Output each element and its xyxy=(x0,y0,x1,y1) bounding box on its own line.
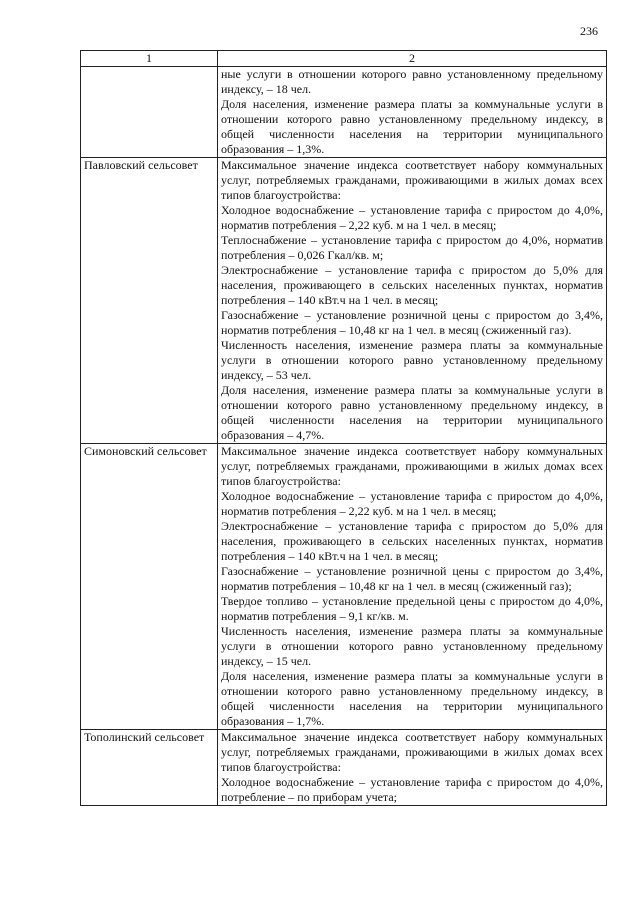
description-cell xyxy=(218,158,607,444)
paragraph: Численность населения, изменение размера платы за коммунальные услуги в отношении которого равно установленному предельному индексу, – 15 чел. xyxy=(221,624,603,668)
paragraph: Электроснабжение – установление тарифа с приростом до 5,0% для населения, проживающего в сельских населенных пунктах, норматив потребления – 140 кВт.ч на 1 чел. в месяц; xyxy=(221,519,603,563)
region-cell xyxy=(81,67,218,158)
column-header-1: 1 xyxy=(81,51,218,67)
table-header-row xyxy=(81,51,607,67)
table-row xyxy=(81,158,607,444)
paragraph: Холодное водоснабжение – установление тарифа с приростом до 4,0%, потребление – по приборам учета; xyxy=(221,775,603,804)
paragraph: Доля населения, изменение размера платы за коммунальные услуги в отношении которого равно установленному предельному индексу, в общей численности населения на территории муниципального образования – 1,3%. xyxy=(221,97,603,156)
paragraph: Газоснабжение – установление розничной цены с приростом до 3,4%, норматив потребления – 10,48 кг на 1 чел. в месяц (сжиженный газ); xyxy=(221,564,603,593)
table-row xyxy=(81,730,607,806)
tariff-table xyxy=(80,50,607,806)
paragraph: Максимальное значение индекса соответствует набору коммунальных услуг, потребляемых гражданами, проживающими в жилых домах всех типов благоустройства: xyxy=(221,730,603,774)
paragraph: Твердое топливо – установление предельной цены с приростом до 4,0%, норматив потребления – 9,1 кг/кв. м. xyxy=(221,594,603,623)
description-cell xyxy=(218,444,607,730)
paragraph: ные услуги в отношении которого равно установленному предельному индексу, – 18 чел. xyxy=(221,67,603,96)
region-cell: Тополинский сельсовет xyxy=(81,730,218,806)
description-cell xyxy=(218,67,607,158)
paragraph: Холодное водоснабжение – установление тарифа с приростом до 4,0%, норматив потребления – 2,22 куб. м на 1 чел. в месяц; xyxy=(221,203,603,232)
description-cell xyxy=(218,730,607,806)
paragraph: Доля населения, изменение размера платы за коммунальные услуги в отношении которого равно установленному предельному индексу, в общей численности населения на территории муниципального образования – 4,7%. xyxy=(221,383,603,442)
paragraph: Максимальное значение индекса соответствует набору коммунальных услуг, потребляемых гражданами, проживающими в жилых домах всех типов благоустройства: xyxy=(221,444,603,488)
region-cell: Симоновский сельсовет xyxy=(81,444,218,730)
paragraph: Теплоснабжение – установление тарифа с приростом до 4,0%, норматив потребления – 0,026 Гкал/кв. м; xyxy=(221,233,603,262)
paragraph: Численность населения, изменение размера платы за коммунальные услуги в отношении которого равно установленному предельному индексу, – 53 чел. xyxy=(221,338,603,382)
paragraph: Электроснабжение – установление тарифа с приростом до 5,0% для населения, проживающего в сельских населенных пунктах, норматив потребления – 140 кВт.ч на 1 чел. в месяц; xyxy=(221,263,603,307)
region-cell: Павловский сельсовет xyxy=(81,158,218,444)
column-header-2: 2 xyxy=(218,51,607,67)
table-row xyxy=(81,67,607,158)
paragraph: Холодное водоснабжение – установление тарифа с приростом до 4,0%, норматив потребления – 2,22 куб. м на 1 чел. в месяц; xyxy=(221,489,603,518)
paragraph: Газоснабжение – установление розничной цены с приростом до 3,4%, норматив потребления – 10,48 кг на 1 чел. в месяц (сжиженный газ). xyxy=(221,308,603,337)
paragraph: Максимальное значение индекса соответствует набору коммунальных услуг, потребляемых гражданами, проживающими в жилых домах всех типов благоустройства: xyxy=(221,158,603,202)
paragraph: Доля населения, изменение размера платы за коммунальные услуги в отношении которого равно установленному предельному индексу, в общей численности населения на территории муниципального образования – 1,7%. xyxy=(221,669,603,728)
table-row xyxy=(81,444,607,730)
page-number: 236 xyxy=(580,24,598,38)
